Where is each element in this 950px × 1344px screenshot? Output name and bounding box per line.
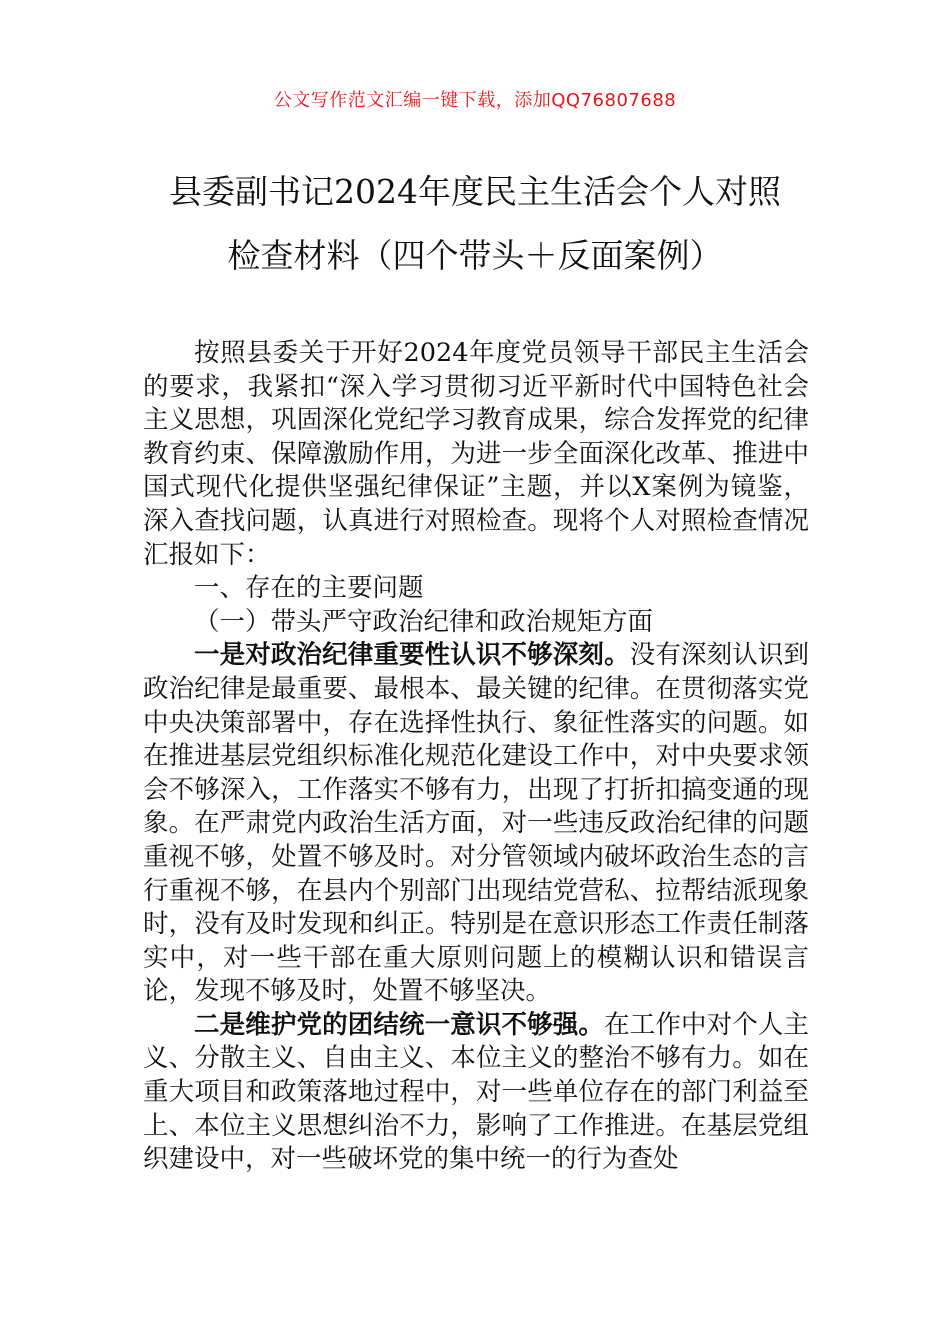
intro-paragraph: 按照县委关于开好2024年度党员领导干部民主生活会的要求，我紧扣“深入学习贯彻习近平新时代中国特色社会主义思想，巩固深化党纪学习教育成果，综合发挥党的纪律教育约束、保障激励作用，为进一步全面深化改革、推进中国式现代化提供坚强纪律保证”主题，并以X案例为镜鉴，深入查找问题，认真进行对照检查。现将个人对照检查情况汇报如下： [143,338,809,570]
point-1-body: 没有深刻认识到政治纪律是最重要、最根本、最关键的纪律。在贯彻落实党中央决策部署中，存在选择性执行、象征性落实的问题。如在推进基层党组织标准化规范化建设工作中，对中央要求领会不够深入，工作落实不够有力，出现了打折扣搞变通的现象。在严肃党内政治生活方面，对一些违反政治纪律的问题重视不够，处置不够及时。对分管领域内破坏政治生态的言行重视不够，在县内个别部门出现结党营私、拉帮结派现象时，没有及时发现和纠正。特别是在意识形态工作责任制落实中，对一些干部在重大原则问题上的模糊认识和错误言论，发现不够及时，处置不够坚决。 [143,640,809,1007]
subsection-heading: （一）带头严守政治纪律和政治规矩方面 [194,606,654,637]
section-heading: 一、存在的主要问题 [194,573,424,604]
promo-banner: 公文写作范文汇编一键下载，添加QQ76807688 [273,90,677,111]
document-body [143,337,809,1177]
point-1-lead: 一是对政治纪律重要性认识不够深刻。 [194,640,630,671]
title-line-2: 检查材料（四个带头＋反面案例） [227,236,723,275]
point-1-paragraph [143,639,809,1009]
point-2-body: 在工作中对个人主义、分散主义、自由主义、本位主义的整治不够有力。如在重大项目和政策落地过程中，对一些单位存在的部门利益至上、本位主义思想纠治不力，影响了工作推进。在基层党组织建设中，对一些破坏党的集中统一的行为查处 [143,1009,809,1175]
document-title [60,160,890,288]
point-2-paragraph [143,1009,809,1177]
title-line-1: 县委副书记2024年度民主生活会个人对照 [169,172,781,211]
point-2-lead: 二是维护党的团结统一意识不够强。 [194,1009,605,1040]
